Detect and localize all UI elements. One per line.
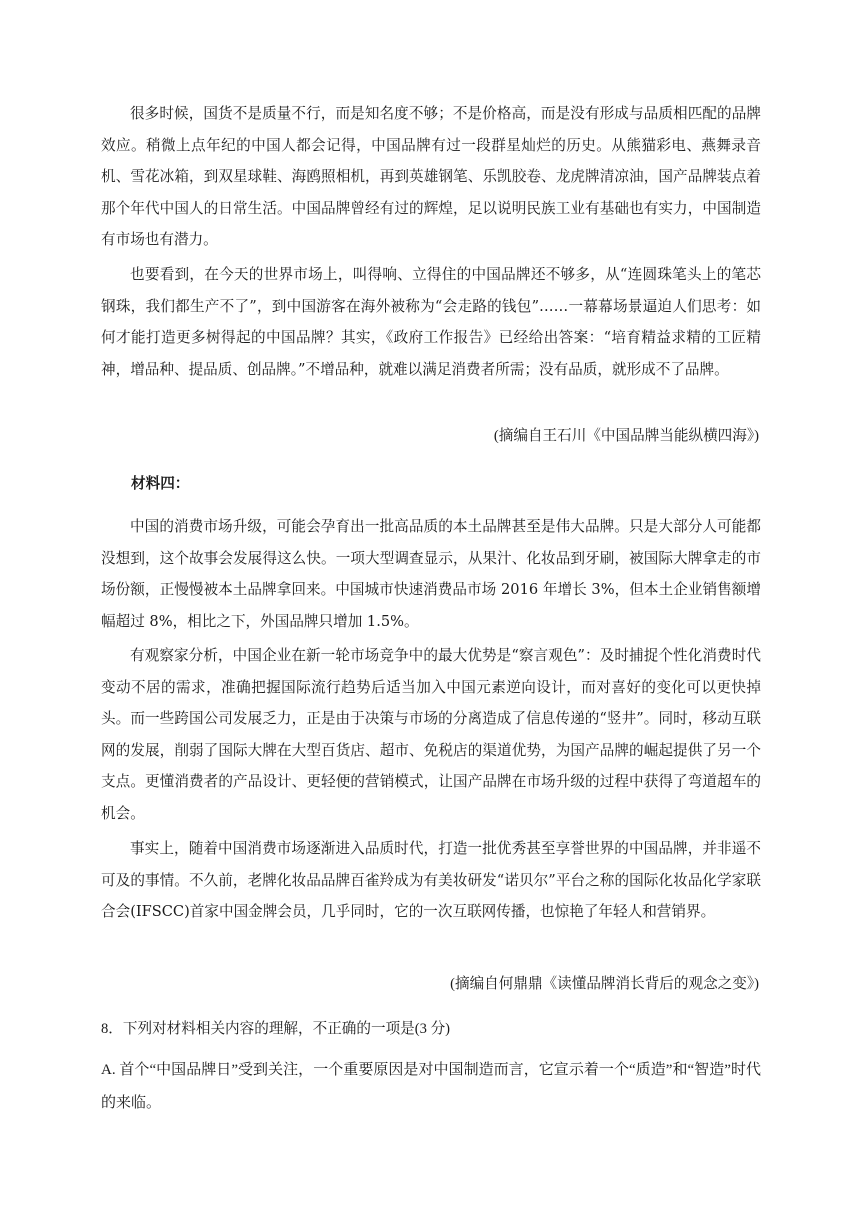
paragraph-domestic-brands-history: 很多时候，国货不是质量不行，而是知名度不够；不是价格高，而是没有形成与品质相匹配的品牌效应。稍微上点年纪的中国人都会记得，中国品牌有过一段群星灿烂的历史。从熊猫彩电、燕舞录音机、雪花冰箱，到双星球鞋、海鸥照相机，再到英雄钢笔、乐凯胶卷、龙虎牌清凉油，国产品牌装点着那个年代中国人的日常生活。中国品牌曾经有过的辉煌，足以说明民族工业有基础也有实力，中国制造有市场也有潜力。 bbox=[101, 105, 761, 248]
material-four-heading: 材料四： bbox=[131, 475, 190, 492]
paragraph-quality-era: 事实上，随着中国消费市场逐渐进入品质时代，打造一批优秀甚至享誉世界的中国品牌，并非遥不可及的事情。不久前，老牌化妆品品牌百雀羚成为有美妆研发“诺贝尔”平台之称的国际化妆品化学家联合会(IFSCC)首家中国金牌会员，几乎同时，它的一次互联网传播，也惊艳了年轻人和营销界。 bbox=[101, 840, 761, 920]
paragraph-observer-analysis: 有观察家分析，中国企业在新一轮市场竞争中的最大优势是“察言观色”：及时捕捉个性化消费时代变动不居的需求，准确把握国际流行趋势后适当加入中国元素逆向设计，而对喜好的变化可以更快掉头。而一些跨国公司发展乏力，正是由于决策与市场的分离造成了信息传递的“竖井”。同时，移动互联网的发展，削弱了国际大牌在大型百货店、超市、免税店的渠道优势，为国产品牌的崛起提供了另一个支点。更懂消费者的产品设计、更轻便的营销模式，让国产品牌在市场升级的过程中获得了弯道超车的机会。 bbox=[101, 647, 761, 822]
paragraph-world-market: 也要看到，在今天的世界市场上，叫得响、立得住的中国品牌还不够多，从“连圆珠笔头上的笔芯钢珠，我们都生产不了”，到中国游客在海外被称为“会走路的钱包”……一幕幕场景逼迫人们思考：如何才能打造更多树得起的中国品牌？其实，《政府工作报告》已经给出答案：“培育精益求精的工匠精神，增品种、提品质、创品牌。”不增品种，就难以满足消费者所需；没有品质，就形成不了品牌。 bbox=[101, 266, 761, 378]
source-citation-1: (摘编自王石川《中国品牌当能纵横四海》) bbox=[493, 428, 759, 444]
option-a: A. 首个“中国品牌日”受到关注，一个重要原因是对中国制造而言，它宣示着一个“质造”和“智造”时代的来临。 bbox=[101, 1062, 761, 1111]
question-8: 8．下列对材料相关内容的理解，不正确的一项是(3 分) bbox=[101, 1021, 451, 1037]
source-citation-2: (摘编自何鼎鼎《读懂品牌消长背后的观念之变》) bbox=[450, 976, 759, 992]
paragraph-consumer-upgrade: 中国的消费市场升级，可能会孕育出一批高品质的本土品牌甚至是伟大品牌。只是大部分人可能都没想到，这个故事会发展得这么快。一项大型调查显示，从果汁、化妆品到牙刷，被国际大牌拿走的市场份额，正慢慢被本土品牌拿回来。中国城市快速消费品市场 2016 年增长 3%，但本土企业销售额增幅超过 8%，相比之下，外国品牌只增加 1.5%。 bbox=[101, 518, 761, 630]
